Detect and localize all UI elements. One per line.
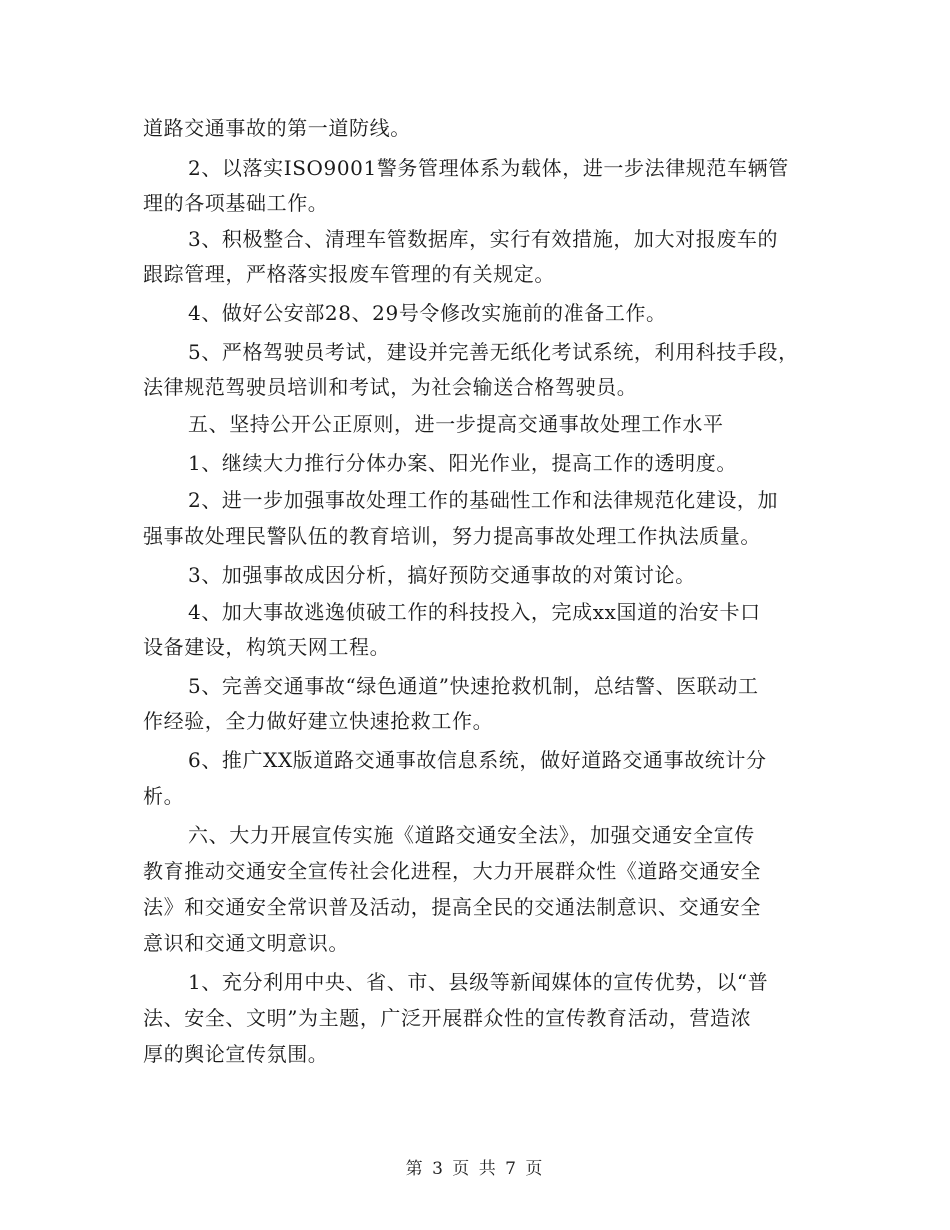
text-line: 6、推广XX版道路交通事故信息系统，做好道路交通事故统计分	[188, 748, 767, 772]
text-line: 厚的舆论宣传氛围。	[143, 1042, 329, 1066]
text-line: 强事故处理民警队伍的教育培训，努力提高事故处理工作执法质量。	[143, 524, 761, 548]
page-number: 第 3 页 共 7 页	[405, 1159, 545, 1179]
text-line: 1、继续大力推行分体办案、阳光作业，提高工作的透明度。	[188, 451, 737, 475]
section-heading: 五、坚持公开公正原则，进一步提高交通事故处理工作水平	[188, 412, 724, 436]
text-line: 5、完善交通事故“绿色通道”快速抢救机制，总结警、医联动工	[188, 674, 759, 698]
text-line: 意识和交通文明意识。	[143, 931, 349, 955]
text-line: 法》和交通安全常识普及活动，提高全民的交通法制意识、交通安全	[143, 895, 761, 919]
text-line: 4、加大事故逃逸侦破工作的科技投入，完成xx国道的治安卡口	[188, 600, 761, 624]
text-line: 5、严格驾驶员考试，建设并完善无纸化考试系统，利用科技手段，	[188, 340, 799, 364]
text-line: 理的各项基础工作。	[143, 191, 329, 215]
text-line: 道路交通事故的第一道防线。	[143, 116, 411, 140]
text-line: 跟踪管理，严格落实报废车管理的有关规定。	[143, 262, 555, 286]
text-line: 析。	[143, 784, 185, 808]
text-line: 作经验，全力做好建立快速抢救工作。	[143, 709, 494, 733]
text-line: 法、安全、文明”为主题，广泛开展群众性的宣传教育活动，营造浓	[143, 1006, 752, 1030]
text-line: 4、做好公安部28、29号令修改实施前的准备工作。	[188, 301, 667, 325]
text-line: 教育推动交通安全宣传社会化进程，大力开展群众性《道路交通安全	[143, 859, 761, 883]
text-line: 2、进一步加强事故处理工作的基础性工作和法律规范化建设，加	[188, 488, 779, 512]
text-line: 3、积极整合、清理车管数据库，实行有效措施，加大对报废车的	[188, 227, 779, 251]
section-heading: 六、大力开展宣传实施《道路交通安全法》，加强交通安全宣传	[188, 823, 755, 847]
text-line: 法律规范驾驶员培训和考试，为社会输送合格驾驶员。	[143, 375, 638, 399]
text-line: 1、充分利用中央、省、市、县级等新闻媒体的宣传优势，以“普	[188, 970, 769, 994]
text-line: 2、以落实ISO9001警务管理体系为载体，进一步法律规范车辆管	[188, 156, 789, 180]
text-line: 3、加强事故成因分析，搞好预防交通事故的对策讨论。	[188, 563, 696, 587]
text-line: 设备建设，构筑天网工程。	[143, 635, 391, 659]
